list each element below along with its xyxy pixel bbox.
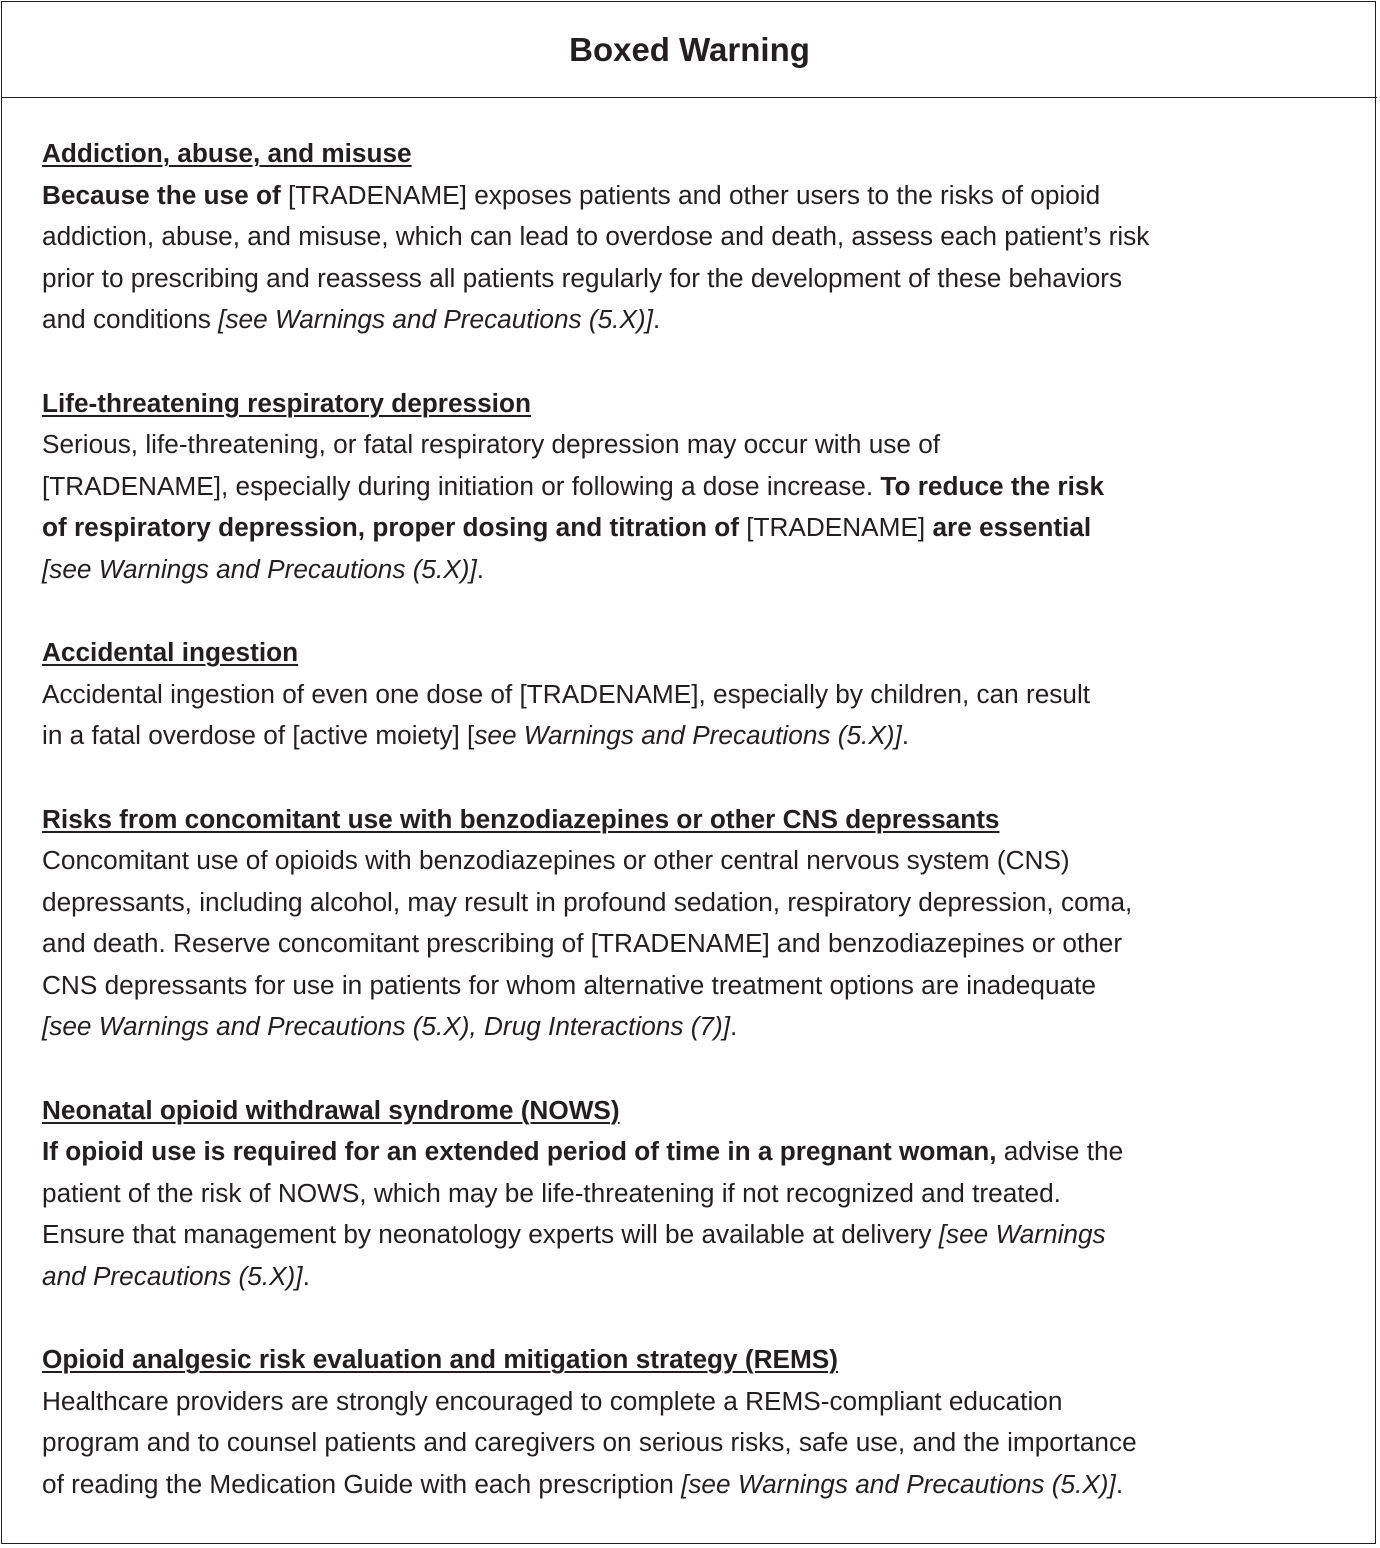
reference-text: see Warnings and Precautions (5.X)]	[474, 720, 902, 751]
body-text: program and to counsel patients and caregivers on serious risks, safe use, and the importance	[42, 1427, 1137, 1458]
bold-text: are essential	[932, 512, 1092, 543]
text-line	[42, 1006, 1347, 1048]
bold-text: Because the use of	[42, 179, 281, 210]
section-body	[42, 1381, 1347, 1506]
text-line	[42, 258, 1347, 300]
text-line	[42, 923, 1347, 965]
warning-content	[42, 133, 1347, 1547]
body-text: Serious, life-threatening, or fatal respiratory depression may occur with use of	[42, 429, 941, 460]
body-text: CNS depressants for use in patients for whom alternative treatment options are inadequate	[42, 969, 1096, 1000]
section-heading: Opioid analgesic risk evaluation and mitigation strategy (REMS)	[42, 1344, 838, 1375]
text-line	[42, 1131, 1347, 1173]
section-body	[42, 1131, 1347, 1297]
text-line	[42, 549, 1347, 591]
section-respiratory-depression	[42, 383, 1347, 591]
text-line	[42, 1464, 1347, 1506]
section-cns-depressants	[42, 799, 1347, 1049]
body-text: and death. Reserve concomitant prescribing of [TRADENAME] and benzodiazepines or other	[42, 928, 1123, 959]
text-line	[42, 175, 1347, 217]
body-text: and conditions	[42, 304, 219, 335]
reference-text: [see Warnings and Precautions (5.X)]	[681, 1469, 1116, 1499]
body-text: in a fatal overdose of [active moiety] [	[42, 720, 475, 751]
section-accidental-ingestion	[42, 632, 1347, 757]
body-text: .	[652, 304, 661, 335]
body-text: of reading the Medication Guide with each prescription	[42, 1469, 682, 1499]
text-line	[42, 299, 1347, 341]
bold-text: of respiratory depression, proper dosing and titration of	[42, 512, 739, 543]
reference-text: [see Warnings and Precautions (5.X)]	[218, 304, 653, 335]
body-text: Accidental ingestion of even one dose of [TRADENAME], especially by children, can result	[42, 678, 1091, 709]
body-text: .	[476, 553, 485, 584]
text-line	[42, 674, 1347, 716]
boxed-warning-panel	[1, 1, 1376, 1544]
section-addiction	[42, 133, 1347, 341]
body-text: [TRADENAME]	[738, 512, 933, 543]
section-body	[42, 424, 1347, 590]
body-text: Ensure that management by neonatology experts will be available at delivery	[42, 1219, 939, 1250]
body-text: .	[729, 1011, 738, 1042]
body-text: addiction, abuse, and misuse, which can lead to overdose and death, assess each patient’s risk	[42, 221, 1150, 252]
bold-text: If opioid use is required for an extended period of time in a pregnant woman,	[42, 1136, 997, 1167]
body-text: prior to prescribing and reassess all patients regularly for the development of these behaviors	[42, 262, 1123, 293]
body-text: Healthcare providers are strongly encouraged to complete a REMS-compliant education	[42, 1385, 1063, 1416]
section-body	[42, 674, 1347, 757]
reference-text: and Precautions (5.X)]	[42, 1261, 303, 1292]
body-text: .	[901, 720, 910, 751]
section-body	[42, 175, 1347, 341]
body-text: patient of the risk of NOWS, which may be life-threatening if not recognized and treated.	[42, 1177, 1061, 1208]
body-text: .	[1115, 1469, 1124, 1499]
body-text: .	[302, 1261, 310, 1292]
text-line	[42, 840, 1347, 882]
text-line	[42, 216, 1347, 258]
section-heading: Risks from concomitant use with benzodiazepines or other CNS depressants	[42, 803, 1000, 834]
text-line	[42, 882, 1347, 924]
text-line	[42, 466, 1347, 508]
section-rems	[42, 1339, 1347, 1505]
body-text: advise the	[996, 1136, 1124, 1167]
text-line	[42, 424, 1347, 466]
text-line	[42, 1422, 1347, 1464]
body-text: [TRADENAME], especially during initiation or following a dose increase.	[42, 470, 881, 501]
section-heading: Accidental ingestion	[42, 637, 299, 668]
section-body	[42, 840, 1347, 1048]
reference-text: [see Warnings and Precautions (5.X), Drug Interactions (7)]	[42, 1011, 730, 1042]
text-line	[42, 1214, 1347, 1256]
page-title: Boxed Warning	[2, 2, 1377, 98]
text-line	[42, 1173, 1347, 1215]
text-line	[42, 1381, 1347, 1423]
text-line	[42, 965, 1347, 1007]
text-line	[42, 507, 1347, 549]
section-nows	[42, 1090, 1347, 1298]
body-text: Concomitant use of opioids with benzodiazepines or other central nervous system (CNS)	[42, 845, 1070, 876]
bold-text: To reduce the risk	[880, 470, 1105, 501]
reference-text: [see Warnings	[938, 1219, 1106, 1250]
text-line	[42, 715, 1347, 757]
body-text: [TRADENAME] exposes patients and other users to the risks of opioid	[280, 179, 1101, 210]
section-heading: Neonatal opioid withdrawal syndrome (NOWS)	[42, 1094, 620, 1125]
body-text: depressants, including alcohol, may result in profound sedation, respiratory depression, coma,	[42, 886, 1133, 917]
section-heading: Life-threatening respiratory depression	[42, 387, 531, 418]
section-heading: Addiction, abuse, and misuse	[42, 138, 412, 168]
text-line	[42, 1256, 1347, 1298]
reference-text: [see Warnings and Precautions (5.X)]	[42, 553, 477, 584]
